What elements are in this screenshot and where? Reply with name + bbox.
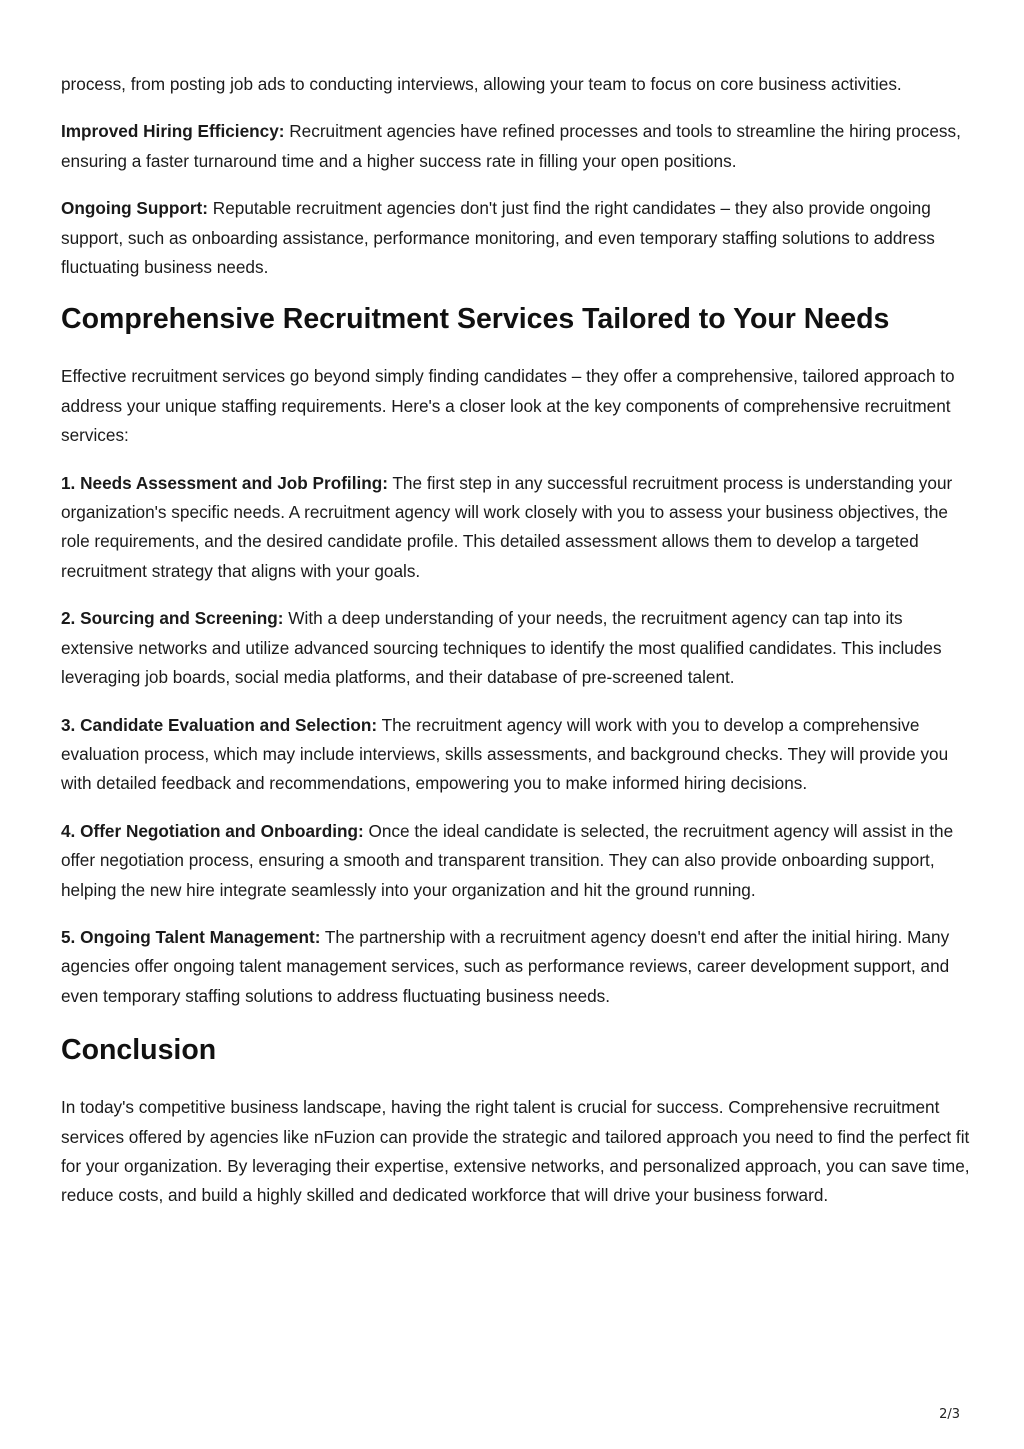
conclusion-paragraph: In today's competitive business landscape, having the right talent is crucial for success. Comprehensive recruitment services offered by agencies like nFuzion can provide the strategic and tailored approach you need to find the perfect fit for your organization. By leveraging their expertise, extensive networks, and personalized approach, you can save time, reduce costs, and build a highly skilled and dedicated workforce that will drive your business forward. (61, 1097, 970, 1206)
paragraph-lead: Ongoing Support: (61, 198, 209, 219)
list-item-lead: 5. Ongoing Talent Management: (61, 926, 321, 947)
paragraph-text: Reputable recruitment agencies don't just find the right candidates – they also provide ongoing support, such as onboarding assistance, performance monitoring, and even temporary staffing solutions to address fluctuating business needs. (61, 198, 935, 278)
list-item-offer-negotiation (61, 817, 971, 905)
paragraph-continued (61, 70, 971, 99)
list-item-ongoing-talent-management (61, 923, 971, 1011)
section-intro: Effective recruitment services go beyond simply finding candidates – they offer a comprehensive, tailored approach to address your unique staffing requirements. Here's a closer look at the key components of comprehensive recruitment services: (61, 366, 955, 446)
document-page (61, 70, 971, 1229)
list-item-lead: 2. Sourcing and Screening: (61, 608, 284, 629)
section-heading-comprehensive-services: Comprehensive Recruitment Services Tailored to Your Needs (61, 303, 890, 336)
list-item-lead: 3. Candidate Evaluation and Selection: (61, 714, 378, 735)
list-item-lead: 4. Offer Negotiation and Onboarding: (61, 820, 364, 841)
paragraph-ongoing-support (61, 194, 971, 282)
paragraph-text: process, from posting job ads to conducting interviews, allowing your team to focus on core business activities. (61, 74, 902, 94)
page-number: 2/3 (939, 1407, 960, 1422)
list-item-text: Once the ideal candidate is selected, the recruitment agency will assist in the offer negotiation process, ensuring a smooth and transparent transition. They can also provide onboarding support, helping the new hire integrate seamlessly into your organization and hit the ground running. (61, 820, 954, 900)
paragraph-text: Recruitment agencies have refined processes and tools to streamline the hiring process, ensuring a faster turnaround time and a higher success rate in filling your open positions. (61, 121, 961, 171)
paragraph-lead: Improved Hiring Efficiency: (61, 121, 285, 142)
section-heading-conclusion: Conclusion (61, 1034, 217, 1067)
paragraph-improved-hiring-efficiency (61, 117, 971, 176)
list-item-text: The partnership with a recruitment agency doesn't end after the initial hiring. Many agencies offer ongoing talent management services, such as performance reviews, career development support, and even temporary staffing solutions to address fluctuating business needs. (61, 926, 950, 1006)
list-item-text: With a deep understanding of your needs, the recruitment agency can tap into its extensive networks and utilize advanced sourcing techniques to identify the most qualified candidates. This includes leveraging job boards, social media platforms, and their database of pre-screened talent. (61, 608, 942, 688)
list-item-sourcing-screening (61, 604, 971, 692)
list-item-lead: 1. Needs Assessment and Job Profiling: (61, 472, 388, 493)
list-item-needs-assessment (61, 469, 971, 587)
list-item-text: The first step in any successful recruitment process is understanding your organization's specific needs. A recruitment agency will work closely with you to assess your business objectives, the role requirements, and the desired candidate profile. This detailed assessment allows them to develop a targeted recruitment strategy that aligns with your goals. (61, 472, 953, 581)
list-item-candidate-evaluation (61, 711, 971, 799)
list-item-text: The recruitment agency will work with you to develop a comprehensive evaluation process, which may include interviews, skills assessments, and background checks. They will provide you with detailed feedback and recommendations, empowering you to make informed hiring decisions. (61, 714, 949, 794)
